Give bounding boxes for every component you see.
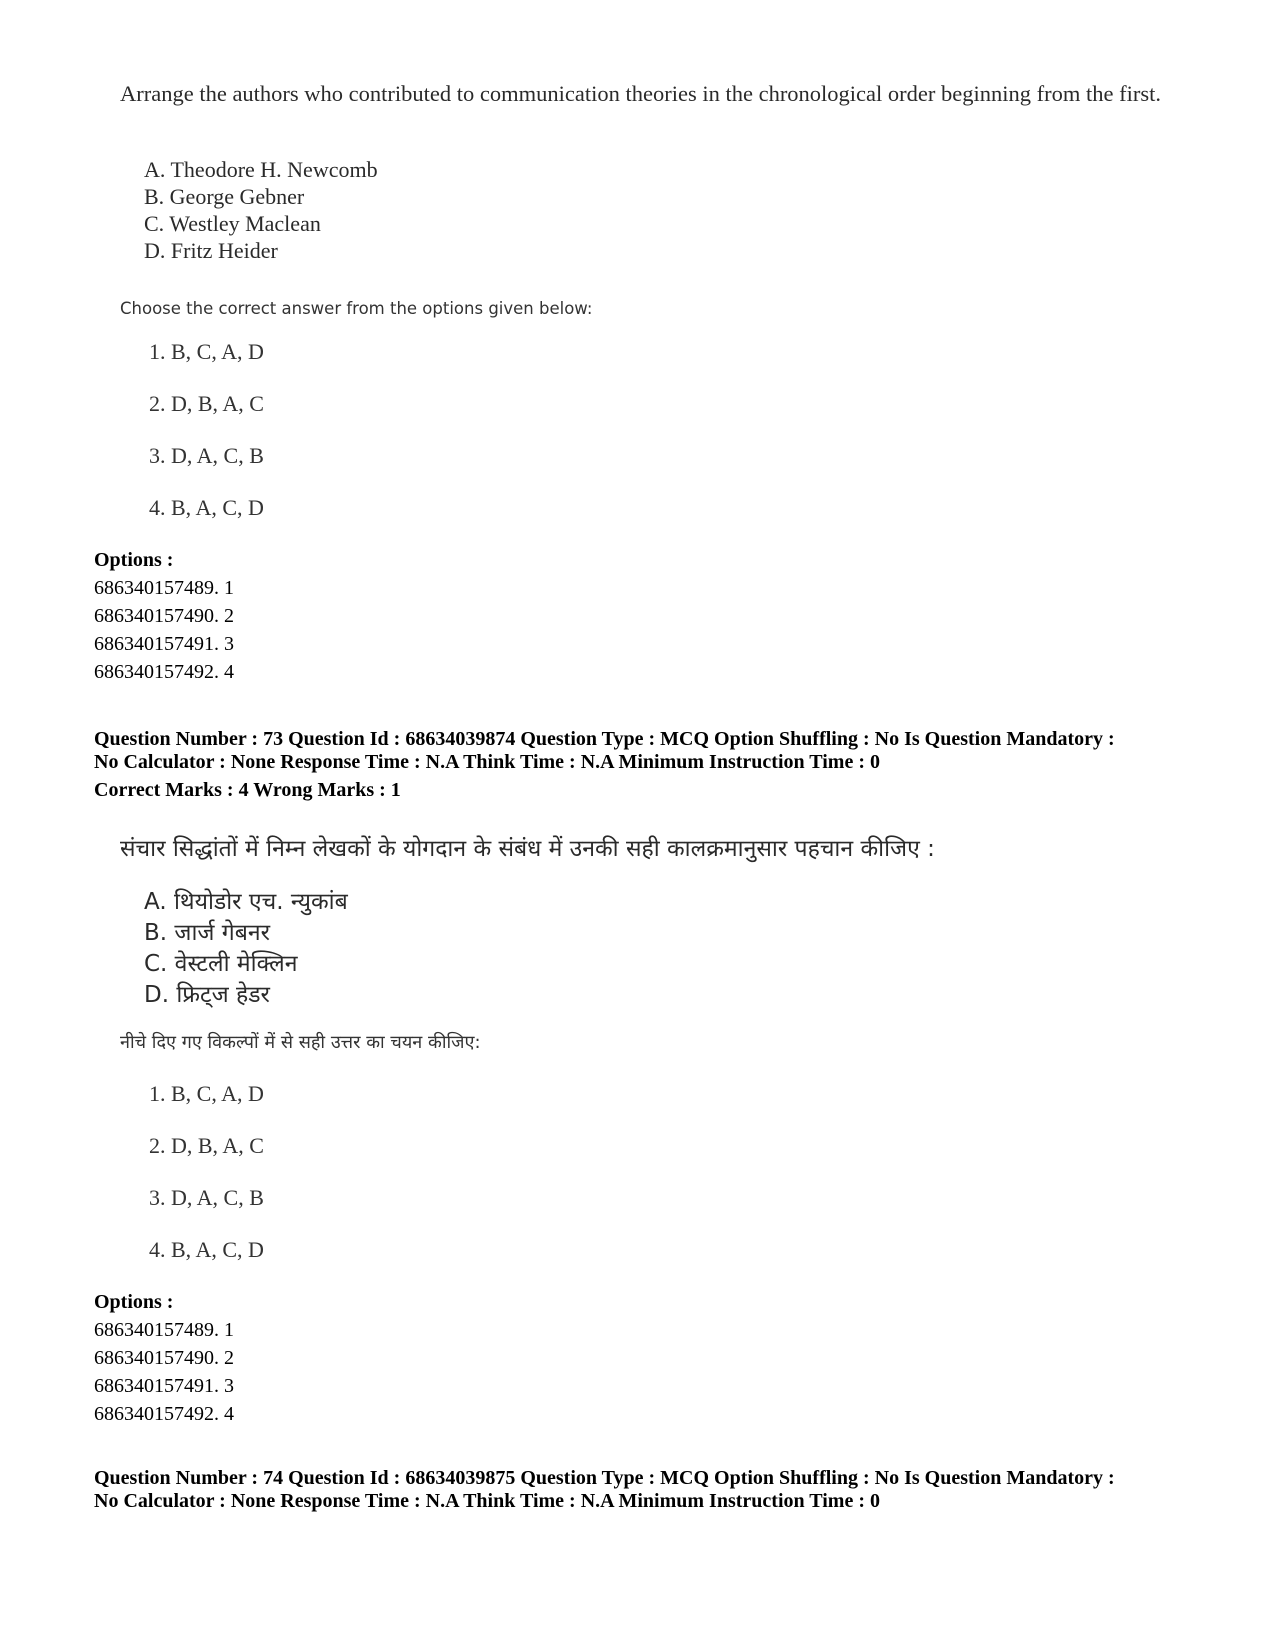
option-id-line: 686340157492. 4 <box>94 1403 234 1425</box>
question-stem: संचार सिद्धांतों में निम्न लेखकों के योगदान के संबंध में उनकी सही कालक्रमानुसार पहचान कीजिए : <box>120 836 935 862</box>
answer-choice: 4. B, A, C, D <box>149 495 264 520</box>
option-id-line: 686340157489. 1 <box>94 1319 234 1341</box>
answer-choice: 3. D, A, C, B <box>149 443 264 468</box>
list-item: C. वेस्टली मेक्लिन <box>144 951 298 977</box>
list-item: B. जार्ज गेबनर <box>144 920 271 946</box>
list-item: D. फ्रिट्ज हेडर <box>144 982 270 1008</box>
option-id-line: 686340157489. 1 <box>94 577 234 599</box>
question-stem: Arrange the authors who contributed to communication theories in the chronological order beginning from the first. <box>120 81 1161 106</box>
question-marks: Correct Marks : 4 Wrong Marks : 1 <box>94 779 401 801</box>
question-meta-line: Question Number : 74 Question Id : 68634039875 Question Type : MCQ Option Shuffling : No Is Question Mandatory : <box>94 1467 1115 1489</box>
answer-choice: 4. B, A, C, D <box>149 1237 264 1262</box>
list-item: D. Fritz Heider <box>144 238 278 263</box>
choose-instruction: नीचे दिए गए विकल्पों में से सही उत्तर का चयन कीजिए: <box>120 1032 481 1053</box>
answer-choice: 1. B, C, A, D <box>149 339 264 364</box>
options-label: Options : <box>94 549 174 571</box>
option-id-line: 686340157492. 4 <box>94 661 234 683</box>
answer-choice: 3. D, A, C, B <box>149 1185 264 1210</box>
list-item: B. George Gebner <box>144 184 305 209</box>
list-item: A. Theodore H. Newcomb <box>144 157 378 182</box>
answer-choice: 2. D, B, A, C <box>149 1133 264 1158</box>
answer-choice: 2. D, B, A, C <box>149 391 264 416</box>
question-meta-line: No Calculator : None Response Time : N.A Think Time : N.A Minimum Instruction Time : 0 <box>94 751 880 773</box>
option-id-line: 686340157491. 3 <box>94 633 234 655</box>
option-id-line: 686340157491. 3 <box>94 1375 234 1397</box>
question-meta-line: Question Number : 73 Question Id : 68634039874 Question Type : MCQ Option Shuffling : No Is Question Mandatory : <box>94 728 1115 750</box>
option-id-line: 686340157490. 2 <box>94 1347 234 1369</box>
answer-choice: 1. B, C, A, D <box>149 1081 264 1106</box>
question-meta-line: No Calculator : None Response Time : N.A Think Time : N.A Minimum Instruction Time : 0 <box>94 1490 880 1512</box>
options-label: Options : <box>94 1291 174 1313</box>
option-id-line: 686340157490. 2 <box>94 605 234 627</box>
choose-instruction: Choose the correct answer from the options given below: <box>120 299 593 318</box>
list-item: A. थियोडोर एच. न्युकांब <box>144 889 348 915</box>
list-item: C. Westley Maclean <box>144 211 321 236</box>
